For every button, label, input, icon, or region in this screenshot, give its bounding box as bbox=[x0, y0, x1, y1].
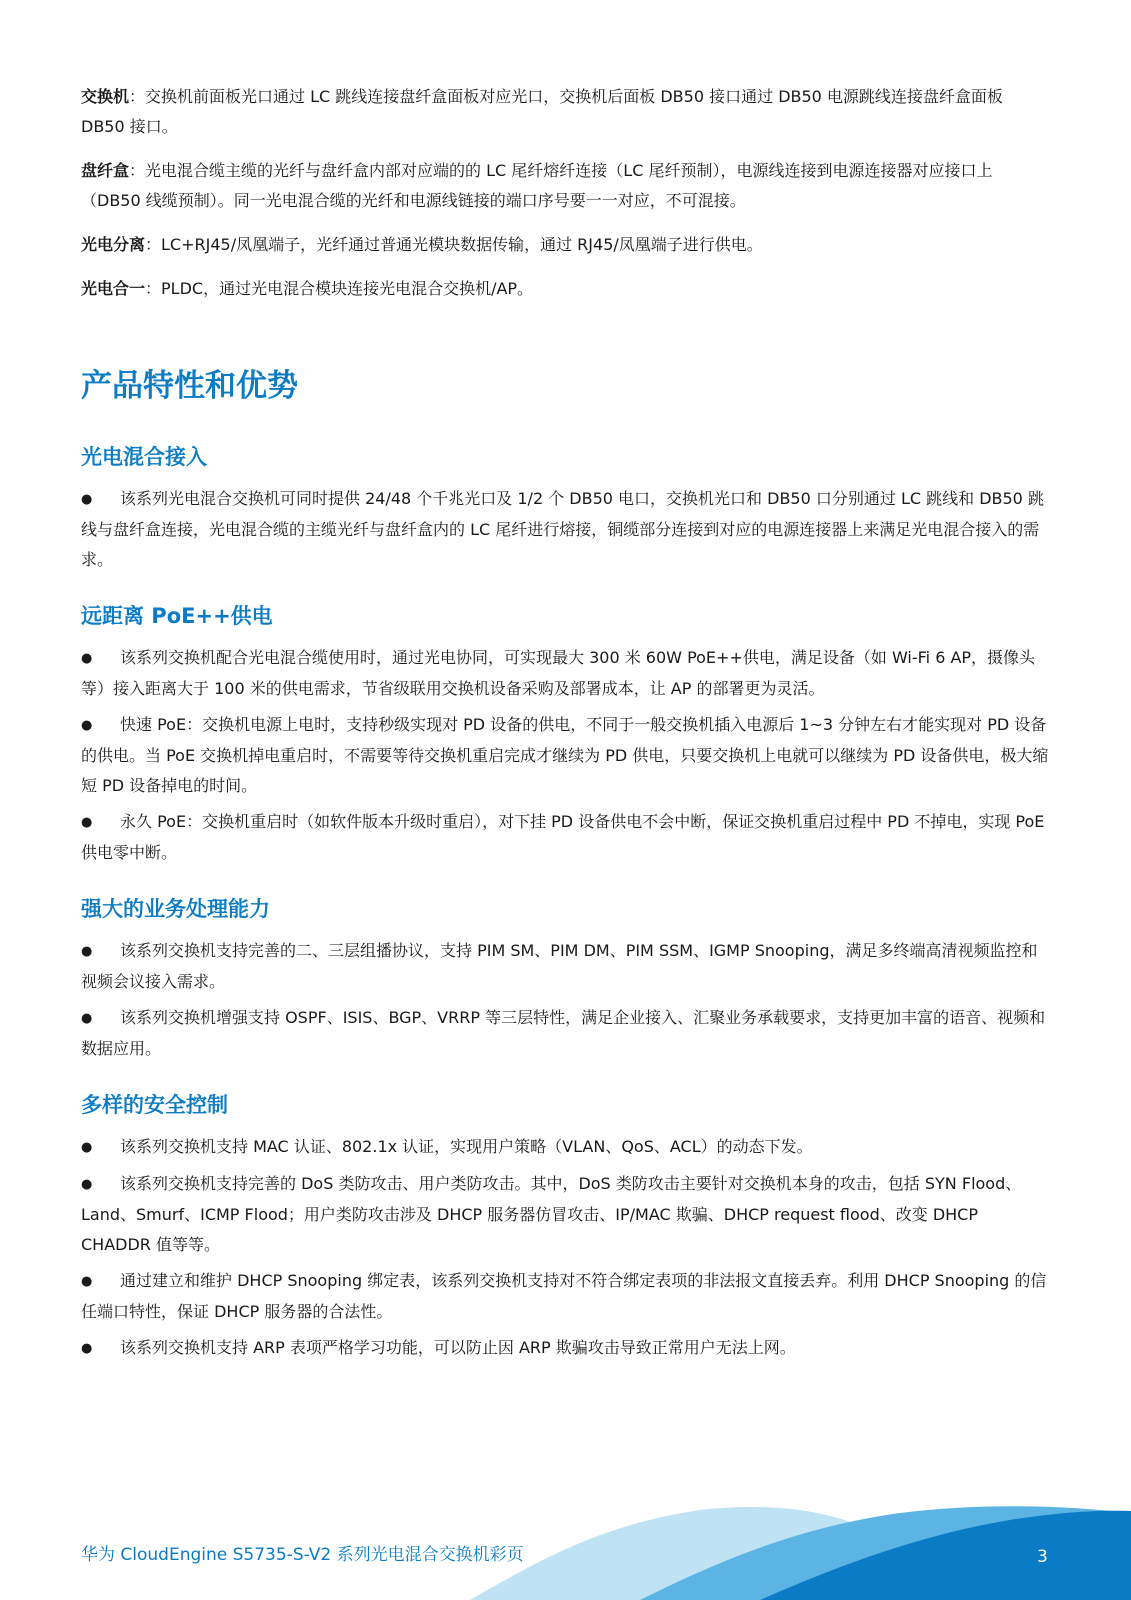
bullet-text: 该系列交换机增强支持 OSPF、ISIS、BGP、VRRP 等三层特性，满足企业接入、汇聚业务承载要求，支持更加丰富的语音、视频和数据应用。 bbox=[81, 1008, 1046, 1058]
bullet-item bbox=[81, 643, 1051, 704]
bullet-dot-icon: ● bbox=[81, 1011, 93, 1026]
page-content bbox=[81, 82, 1051, 1370]
subsection-title: 强大的业务处理能力 bbox=[81, 897, 270, 921]
bullet-text: 永久 PoE：交换机重启时（如软件版本升级时重启），对下挂 PD 设备供电不会中断，保证交换机重启过程中 PD 不掉电，实现 PoE 供电零中断。 bbox=[81, 812, 1045, 862]
bullet-dot-icon: ● bbox=[81, 718, 93, 733]
bullet-text: 该系列交换机支持 MAC 认证、802.1x 认证，实现用户策略（VLAN、QoS、ACL）的动态下发。 bbox=[120, 1137, 813, 1156]
intro-paragraph bbox=[81, 156, 1051, 216]
footer-document-title: 华为 CloudEngine S5735-S-V2 系列光电混合交换机彩页 bbox=[81, 1545, 524, 1565]
bullet-dot-icon: ● bbox=[81, 1341, 93, 1356]
bullet-dot-icon: ● bbox=[81, 651, 93, 666]
bullet-text: 快速 PoE：交换机电源上电时，支持秒级实现对 PD 设备的供电，不同于一般交换机插入电源后 1~3 分钟左右才能实现对 PD 设备的供电。当 PoE 交换机掉电重启时，不需要等待交换机重启完成才继续为 PD 供电，只要交换机上电就可以继续为 PD 设备供电，极大缩短 PD 设备掉电的时间。 bbox=[81, 715, 1049, 795]
bullet-item bbox=[81, 1266, 1051, 1327]
intro-paragraph bbox=[81, 230, 1051, 260]
bullet-item bbox=[81, 1003, 1051, 1064]
bullet-dot-icon: ● bbox=[81, 492, 93, 507]
subsection bbox=[81, 442, 1051, 575]
intro-section bbox=[81, 82, 1051, 304]
section-title: 产品特性和优势 bbox=[81, 368, 298, 404]
subsection-title: 光电混合接入 bbox=[81, 445, 207, 469]
intro-paragraph bbox=[81, 82, 1051, 142]
bullet-text: 通过建立和维护 DHCP Snooping 绑定表，该系列交换机支持对不符合绑定表项的非法报文直接丢弃。利用 DHCP Snooping 的信任端口特性，保证 DHCP 服务器的合法性。 bbox=[81, 1271, 1047, 1321]
bullet-item bbox=[81, 484, 1051, 575]
bullet-dot-icon: ● bbox=[81, 1177, 93, 1192]
bullet-item bbox=[81, 710, 1051, 801]
bullet-item bbox=[81, 1333, 1051, 1364]
bullet-text: 该系列交换机支持完善的二、三层组播协议，支持 PIM SM、PIM DM、PIM SSM、IGMP Snooping，满足多终端高清视频监控和视频会议接入需求。 bbox=[81, 941, 1038, 991]
bullet-dot-icon: ● bbox=[81, 815, 93, 830]
bullet-text: 该系列交换机支持完善的 DoS 类防攻击、用户类防攻击。其中，DoS 类防攻击主要针对交换机本身的攻击，包括 SYN Flood、Land、Smurf、ICMP Flood；用户类防攻击涉及 DHCP 服务器仿冒攻击、IP/MAC 欺骗、DHCP request flood、改变 DHCP CHADDR 值等等。 bbox=[81, 1174, 1022, 1254]
intro-text: ：PLDC，通过光电混合模块连接光电混合交换机/AP。 bbox=[145, 279, 534, 298]
bullet-text: 该系列交换机支持 ARP 表项严格学习功能，可以防止因 ARP 欺骗攻击导致正常用户无法上网。 bbox=[120, 1338, 796, 1357]
subsection bbox=[81, 601, 1051, 868]
subsection-title: 远距离 PoE++供电 bbox=[81, 604, 273, 628]
footer-page-number: 3 bbox=[1037, 1547, 1048, 1567]
bullet-item bbox=[81, 1169, 1051, 1260]
intro-term: 交换机 bbox=[81, 87, 130, 106]
bullet-dot-icon: ● bbox=[81, 944, 93, 959]
bullet-text: 该系列光电混合交换机可同时提供 24/48 个千兆光口及 1/2 个 DB50 电口，交换机光口和 DB50 口分别通过 LC 跳线和 DB50 跳线与盘纤盒连接，光电混合缆的主缆光纤与盘纤盒内的 LC 尾纤进行熔接，铜缆部分连接到对应的电源连接器上来满足光电混合接入的需求。 bbox=[81, 489, 1044, 569]
bullet-dot-icon: ● bbox=[81, 1274, 93, 1289]
intro-text: ：LC+RJ45/凤凰端子，光纤通过普通光模块数据传输，通过 RJ45/凤凰端子进行供电。 bbox=[145, 235, 763, 254]
bullet-text: 该系列交换机配合光电混合缆使用时，通过光电协同，可实现最大 300 米 60W PoE++供电，满足设备（如 Wi-Fi 6 AP，摄像头等）接入距离大于 100 米的供电需求，节省级联用交换机设备采购及部署成本，让 AP 的部署更为灵活。 bbox=[81, 648, 1036, 698]
intro-term: 光电分离 bbox=[81, 235, 146, 254]
subsection-title: 多样的安全控制 bbox=[81, 1093, 228, 1117]
intro-term: 光电合一 bbox=[81, 279, 146, 298]
bullet-item bbox=[81, 1132, 1051, 1163]
subsection bbox=[81, 894, 1051, 1064]
intro-term: 盘纤盒 bbox=[81, 161, 130, 180]
intro-text: ：光电混合缆主缆的光纤与盘纤盒内部对应端的的 LC 尾纤熔纤连接（LC 尾纤预制），电源线连接到电源连接器对应接口上（DB50 线缆预制）。同一光电混合缆的光纤和电源线链接的端口序号要一一对应，不可混接。 bbox=[81, 161, 993, 210]
intro-text: ：交换机前面板光口通过 LC 跳线连接盘纤盒面板对应光口，交换机后面板 DB50 接口通过 DB50 电源跳线连接盘纤盒面板 DB50 接口。 bbox=[81, 87, 1003, 136]
bullet-dot-icon: ● bbox=[81, 1140, 93, 1155]
bullet-item bbox=[81, 807, 1051, 868]
subsection bbox=[81, 1090, 1051, 1364]
bullet-item bbox=[81, 936, 1051, 997]
intro-paragraph bbox=[81, 274, 1051, 304]
